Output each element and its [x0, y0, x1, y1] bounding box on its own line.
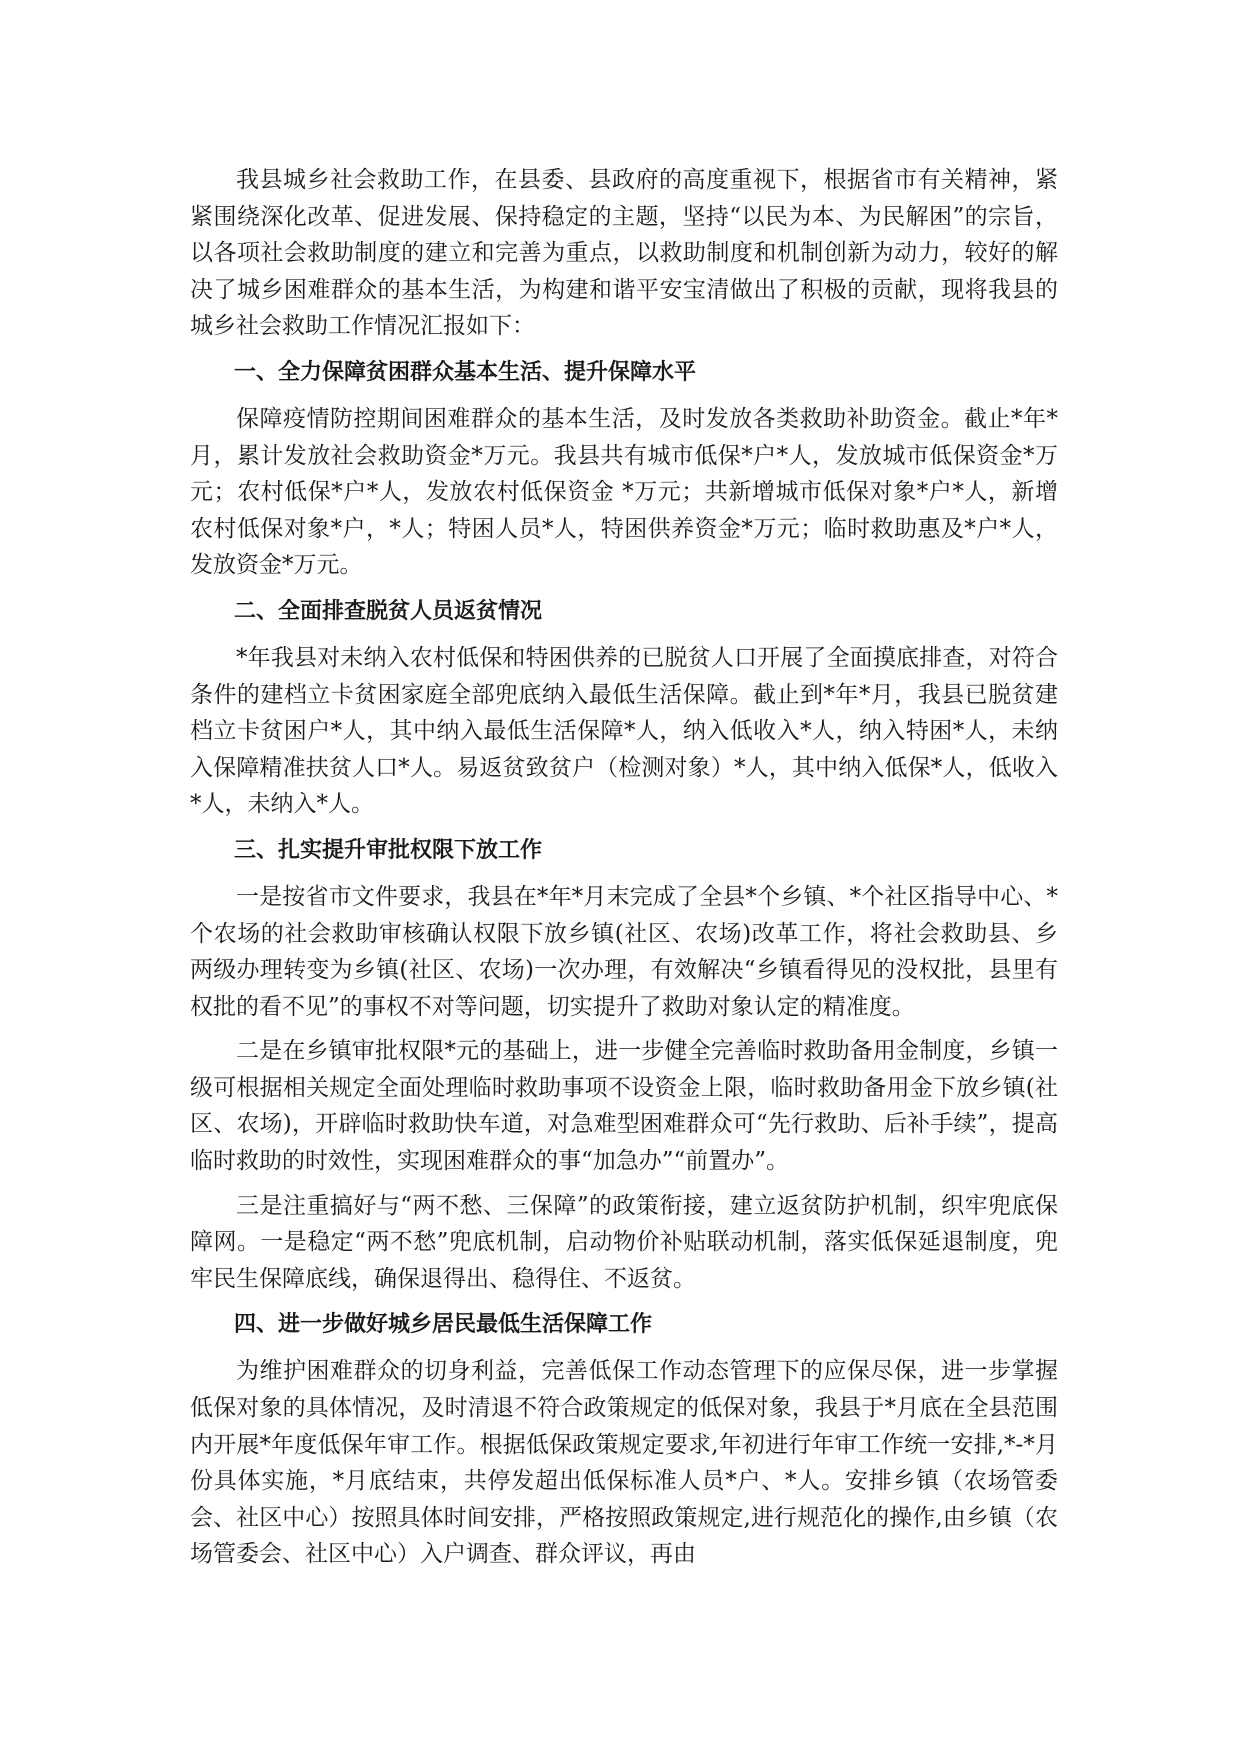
section-3-paragraph-3: 三是注重搞好与“两不愁、三保障”的政策衔接，建立返贫防护机制，织牢兜底保障网。一是稳定“两不愁”兜底机制，启动物价补贴联动机制，落实低保延退制度，兜牢民生保障底线，确保退得出、稳得住、不返贫。 [190, 1192, 1058, 1292]
intro-paragraph: 我县城乡社会救助工作，在县委、县政府的高度重视下，根据省市有关精神，紧紧围绕深化改革、促进发展、保持稳定的主题，坚持“以民为本、为民解困”的宗旨，以各项社会救助制度的建立和完善为重点，以救助制度和机制创新为动力，较好的解决了城乡困难群众的基本生活，为构建和谐平安宝清做出了积极的贡献，现将我县的城乡社会救助工作情况汇报如下： [190, 167, 1058, 340]
section-3-paragraph-1: 一是按省市文件要求，我县在*年*月末完成了全县*个乡镇、*个社区指导中心、*个农场的社会救助审核确认权限下放乡镇(社区、农场)改革工作，将社会救助县、乡两级办理转变为乡镇(社区、农场)一次办理，有效解决“乡镇看得见的没权批，县里有权批的看不见”的事权不对等问题，切实提升了救助对象认定的精准度。 [190, 883, 1058, 1020]
document-page [190, 162, 1058, 1581]
section-2-heading: 二、全面排查脱贫人员返贫情况 [234, 598, 543, 624]
section-4-heading: 四、进一步做好城乡居民最低生活保障工作 [234, 1312, 653, 1338]
section-1-heading: 一、全力保障贫困群众基本生活、提升保障水平 [234, 359, 697, 385]
section-2-paragraph: *年我县对未纳入农村低保和特困供养的已脱贫人口开展了全面摸底排查，对符合条件的建档立卡贫困家庭全部兜底纳入最低生活保障。截止到*年*月，我县已脱贫建档立卡贫困户*人，其中纳入最低生活保障*人，纳入低收入*人，纳入特困*人，未纳入保障精准扶贫人口*人。易返贫致贫户（检测对象）*人，其中纳入低保*人，低收入*人，未纳入*人。 [190, 644, 1058, 818]
section-3-paragraph-2: 二是在乡镇审批权限*元的基础上，进一步健全完善临时救助备用金制度，乡镇一级可根据相关规定全面处理临时救助事项不设资金上限，临时救助备用金下放乡镇(社区、农场)，开辟临时救助快车道，对急难型困难群众可“先行救助、后补手续”，提高临时救助的时效性，实现困难群众的事“加急办”“前置办”。 [190, 1038, 1058, 1175]
section-1-paragraph: 保障疫情防控期间困难群众的基本生活，及时发放各类救助补助资金。截止*年*月，累计发放社会救助资金*万元。我县共有城市低保*户*人，发放城市低保资金*万元；农村低保*户*人，发放农村低保资金 *万元；共新增城市低保对象*户*人，新增农村低保对象*户，*人；特困人员*人，特困供养资金*万元；临时救助惠及*户*人，发放资金*万元。 [190, 405, 1058, 579]
section-3-heading: 三、扎实提升审批权限下放工作 [234, 837, 543, 863]
section-4-paragraph: 为维护困难群众的切身利益，完善低保工作动态管理下的应保尽保，进一步掌握低保对象的具体情况，及时清退不符合政策规定的低保对象，我县于*月底在全县范围内开展*年度低保年审工作。根据低保政策规定要求,年初进行年审工作统一安排,*-*月份具体实施，*月底结束，共停发超出低保标准人员*户、*人。安排乡镇（农场管委会、社区中心）按照具体时间安排，严格按照政策规定,进行规范化的操作,由乡镇（农场管委会、社区中心）入户调查、群众评议，再由 [190, 1358, 1058, 1568]
